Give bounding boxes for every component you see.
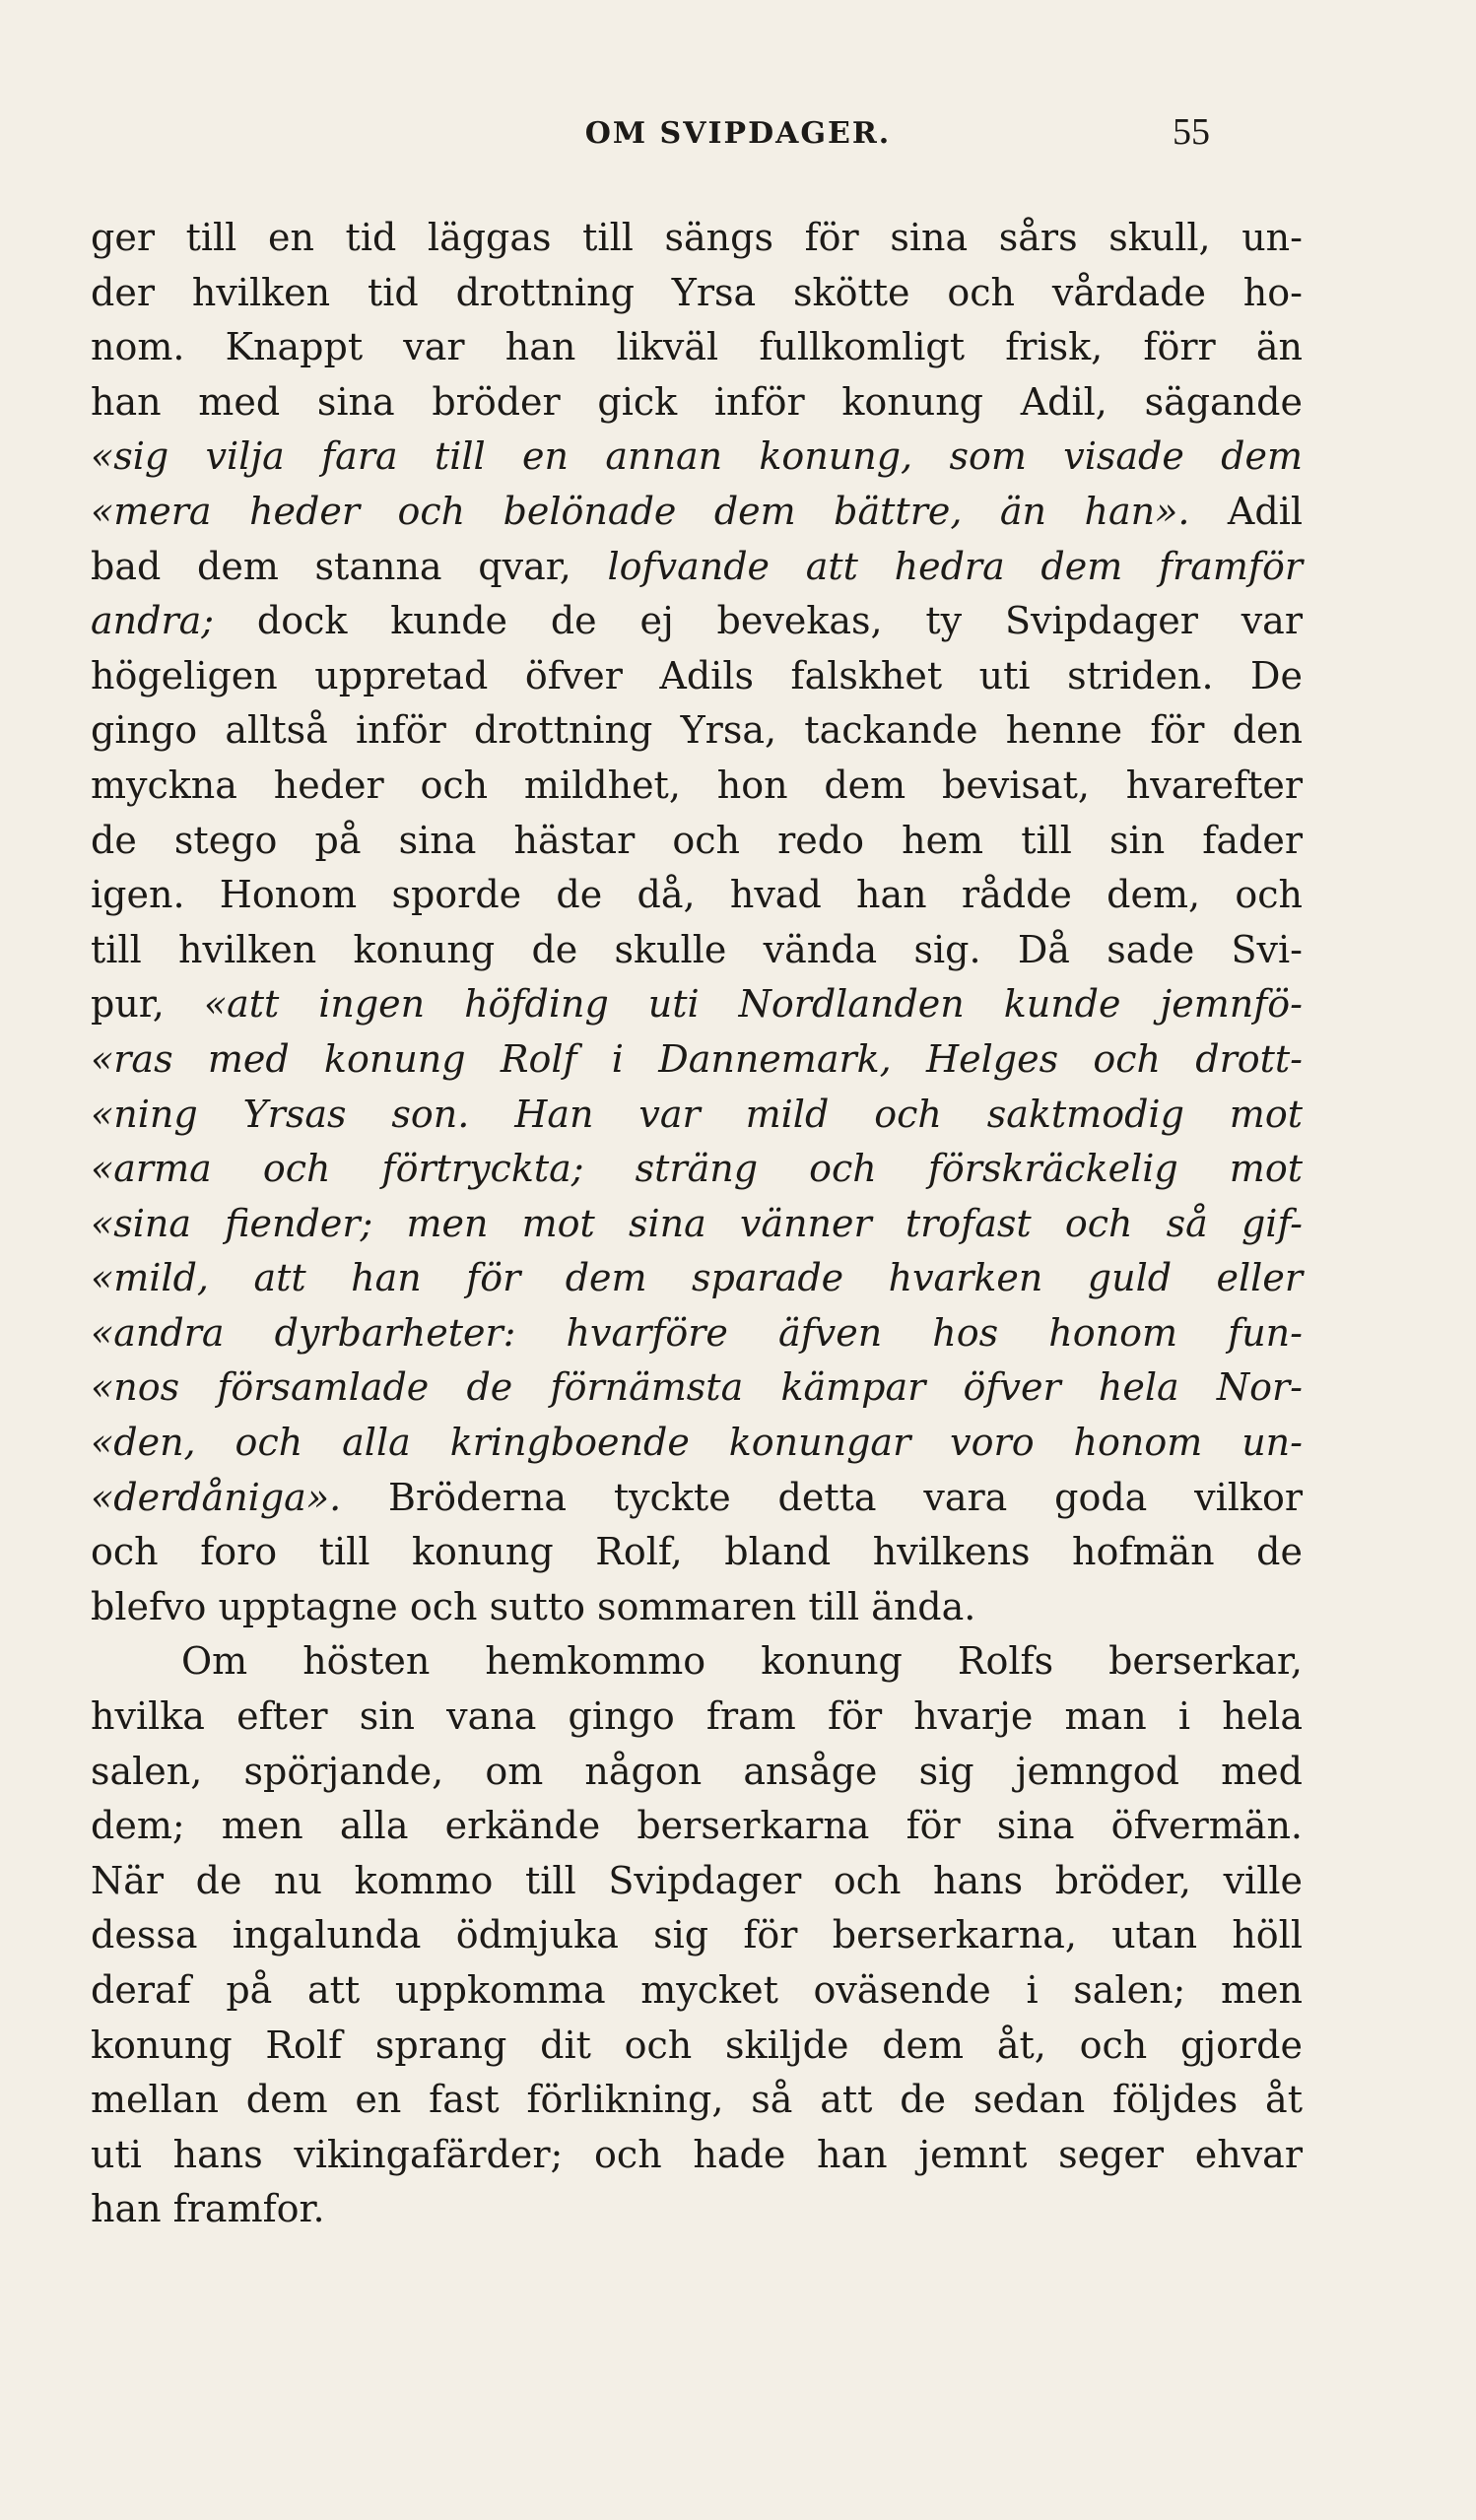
body-text <box>91 211 1303 2237</box>
text-line <box>91 1360 1303 1416</box>
text-line <box>91 1251 1303 1306</box>
text-line <box>91 923 1303 978</box>
text-segment: deraf på att uppkomma mycket oväsende i salen; men <box>91 1968 1303 2012</box>
text-line <box>91 320 1303 375</box>
text-line <box>91 1525 1303 1580</box>
text-line <box>91 430 1303 485</box>
text-segment: mellan dem en fast förlikning, så att de sedan följdes åt <box>91 2078 1303 2122</box>
text-segment: pur, <box>91 982 204 1027</box>
italic-text: «ras med konung Rolf i Dannemark, Helges och drott- <box>91 1036 1303 1081</box>
text-line <box>91 649 1303 704</box>
text-segment: Bröderna tyckte detta vara goda vilkor <box>341 1475 1303 1519</box>
text-segment: de stego på sina hästar och redo hem till sin fader <box>91 818 1303 862</box>
italic-text: «arma och förtryckta; sträng och förskräckelig mot <box>91 1147 1303 1191</box>
text-segment: blefvo upptagne och sutto sommaren till ända. <box>91 1584 976 1628</box>
text-line <box>91 594 1303 649</box>
italic-text: «den, och alla kringboende konungar voro honom un- <box>91 1421 1303 1465</box>
text-line <box>91 540 1303 595</box>
text-line <box>91 703 1303 759</box>
text-line <box>91 2073 1303 2128</box>
text-line <box>91 375 1303 431</box>
text-line <box>91 1745 1303 1800</box>
text-segment: bad dem stanna qvar, <box>91 544 608 588</box>
text-segment: och foro till konung Rolf, bland hvilkens hofmän de <box>91 1530 1303 1574</box>
text-segment: Adil <box>1189 489 1304 533</box>
text-line <box>91 485 1303 540</box>
italic-text: «mera heder och belönade dem bättre, än han». <box>91 489 1190 533</box>
text-line <box>91 2128 1303 2183</box>
text-segment: konung Rolf sprang dit och skiljde dem åt, och gjorde <box>91 2023 1303 2067</box>
text-segment: igen. Honom sporde de då, hvad han rådde dem, och <box>91 873 1303 917</box>
text-line <box>91 1634 1303 1690</box>
text-line <box>91 1306 1303 1361</box>
text-segment: han med sina bröder gick inför konung Adil, sägande <box>91 379 1303 424</box>
text-line <box>91 1963 1303 2019</box>
text-line <box>91 2182 1303 2237</box>
text-segment: högeligen uppretad öfver Adils falskhet uti striden. De <box>91 653 1303 697</box>
italic-text: «sig vilja fara till en annan konung, som visade dem <box>91 434 1303 479</box>
text-line <box>91 1580 1303 1635</box>
text-segment: dessa ingalunda ödmjuka sig för berserkarna, utan höll <box>91 1913 1303 1957</box>
italic-text: «mild, att han för dem sparade hvarken guld eller <box>91 1256 1303 1300</box>
text-segment: ger till en tid läggas till sängs för sina sårs skull, un- <box>91 216 1303 259</box>
text-segment: gingo alltså inför drottning Yrsa, tackande henne för den <box>91 708 1303 753</box>
text-line <box>91 977 1303 1032</box>
text-line <box>91 1416 1303 1471</box>
text-segment: Om hösten hemkommo konung Rolfs berserkar, <box>181 1639 1303 1684</box>
text-line <box>91 1197 1303 1252</box>
text-segment: dem; men alla erkände berserkarna för sina öfvermän. <box>91 1804 1303 1848</box>
italic-text: andra; <box>91 599 215 643</box>
text-line <box>91 266 1303 321</box>
italic-text: «nos församlade de förnämsta kämpar öfver hela Nor- <box>91 1365 1303 1410</box>
text-line <box>91 211 1303 266</box>
text-line <box>91 759 1303 814</box>
text-line <box>91 1032 1303 1088</box>
text-segment: uti hans vikingafärder; och hade han jemnt seger ehvar <box>91 2132 1303 2176</box>
text-segment: der hvilken tid drottning Yrsa skötte och vårdade ho- <box>91 270 1303 314</box>
text-line <box>91 1799 1303 1854</box>
text-line <box>91 868 1303 923</box>
text-line <box>91 1471 1303 1526</box>
text-line <box>91 1690 1303 1745</box>
text-line <box>91 1854 1303 1909</box>
text-segment: till hvilken konung de skulle vända sig. Då sade Svi- <box>91 927 1303 971</box>
italic-text: «andra dyrbarheter: hvarföre äfven hos honom fun- <box>91 1310 1303 1355</box>
text-segment: dock kunde de ej bevekas, ty Svipdager var <box>214 599 1303 643</box>
text-segment: hvilka efter sin vana gingo fram för hvarje man i hela <box>91 1694 1303 1739</box>
running-header: OM SVIPDAGER. <box>584 116 892 151</box>
italic-text: lofvande att hedra dem framför <box>607 544 1304 588</box>
text-line <box>91 1142 1303 1197</box>
page-number: 55 <box>1173 111 1210 153</box>
italic-text: «derdåniga». <box>91 1475 342 1519</box>
text-segment: myckna heder och mildhet, hon dem bevisat, hvarefter <box>91 763 1303 807</box>
text-segment: salen, spörjande, om någon ansåge sig jemngod med <box>91 1749 1303 1793</box>
italic-text: «sina fiender; men mot sina vänner trofast och så gif- <box>91 1201 1303 1245</box>
text-line <box>91 814 1303 869</box>
text-line <box>91 1088 1303 1143</box>
text-line <box>91 2019 1303 2074</box>
italic-text: «ning Yrsas son. Han var mild och saktmodig mot <box>91 1092 1303 1136</box>
text-line <box>91 1908 1303 1963</box>
text-segment: han framfor. <box>91 2187 325 2231</box>
italic-text: «att ingen höfding uti Nordlanden kunde jemnfö- <box>203 982 1303 1027</box>
text-segment: nom. Knappt var han likväl fullkomligt frisk, förr än <box>91 325 1303 369</box>
text-segment: När de nu kommo till Svipdager och hans bröder, ville <box>91 1858 1303 1902</box>
